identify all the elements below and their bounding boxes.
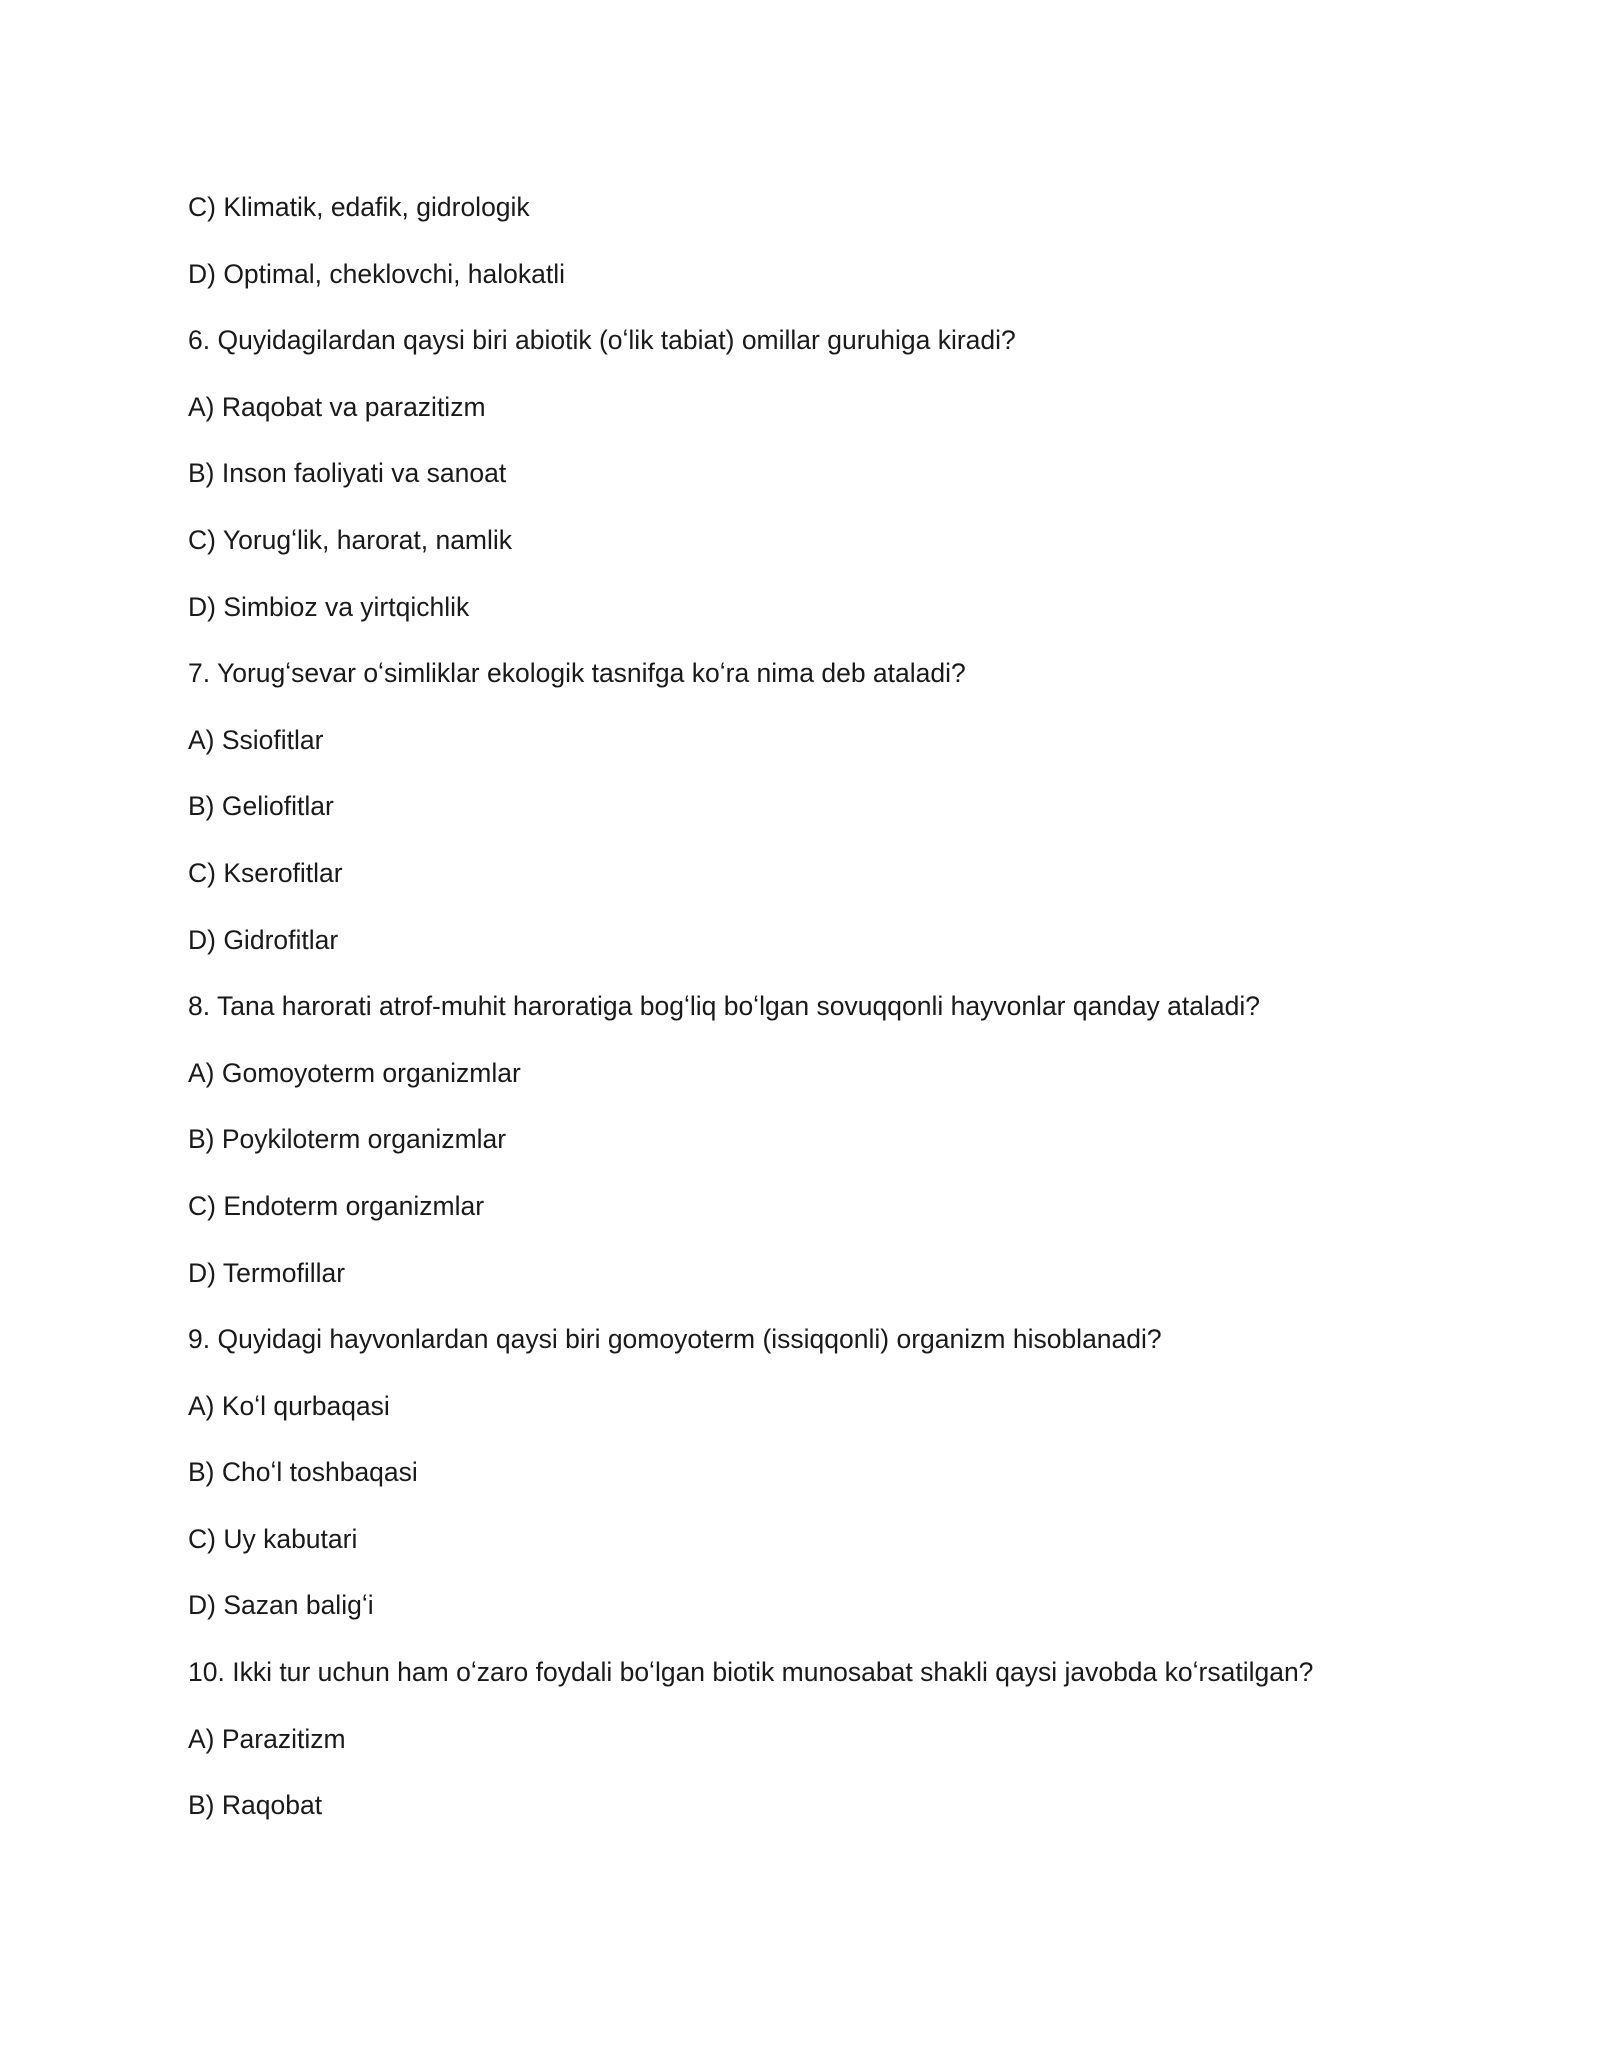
answer-option: B) Choʻl toshbaqasi (188, 1457, 418, 1488)
answer-option: B) Geliofitlar (188, 791, 334, 822)
answer-option: A) Ssiofitlar (188, 724, 324, 755)
answer-option: C) Uy kabutari (188, 1523, 358, 1554)
answer-option: B) Inson faoliyati va sanoat (188, 458, 507, 489)
answer-option: C) Kserofitlar (188, 857, 343, 888)
question-10: 10. Ikki tur uchun ham oʻzaro foydali boʻlgan biotik munosabat shakli qaysi javobda koʻrsatilgan? (188, 1657, 1314, 1688)
answer-option: D) Simbioz va yirtqichlik (188, 591, 470, 622)
document-body (188, 182, 1418, 1847)
answer-option: D) Optimal, cheklovchi, halokatli (188, 258, 566, 289)
answer-option: C) Endoterm organizmlar (188, 1190, 485, 1221)
answer-option: D) Sazan baligʻi (188, 1590, 374, 1621)
answer-option: A) Koʻl qurbaqasi (188, 1390, 390, 1421)
question-7: 7. Yorugʻsevar oʻsimliklar ekologik tasnifga koʻra nima deb ataladi? (188, 658, 966, 689)
answer-option: D) Termofillar (188, 1257, 346, 1288)
answer-option: A) Gomoyoterm organizmlar (188, 1057, 521, 1088)
answer-option: A) Parazitizm (188, 1723, 346, 1754)
answer-option: B) Raqobat (188, 1790, 323, 1821)
answer-option: D) Gidrofitlar (188, 924, 339, 955)
question-6: 6. Quyidagilardan qaysi biri abiotik (oʻlik tabiat) omillar guruhiga kiradi? (188, 325, 1016, 356)
question-8: 8. Tana harorati atrof-muhit haroratiga bogʻliq boʻlgan sovuqqonli hayvonlar qanday ataladi? (188, 991, 1260, 1022)
answer-option: A) Raqobat va parazitizm (188, 391, 486, 422)
answer-option: B) Poykiloterm organizmlar (188, 1124, 507, 1155)
answer-option: C) Klimatik, edafik, gidrologik (188, 192, 530, 222)
question-9: 9. Quyidagi hayvonlardan qaysi biri gomoyoterm (issiqqonli) organizm hisoblanadi? (188, 1324, 1162, 1355)
answer-option: C) Yorugʻlik, harorat, namlik (188, 524, 513, 555)
